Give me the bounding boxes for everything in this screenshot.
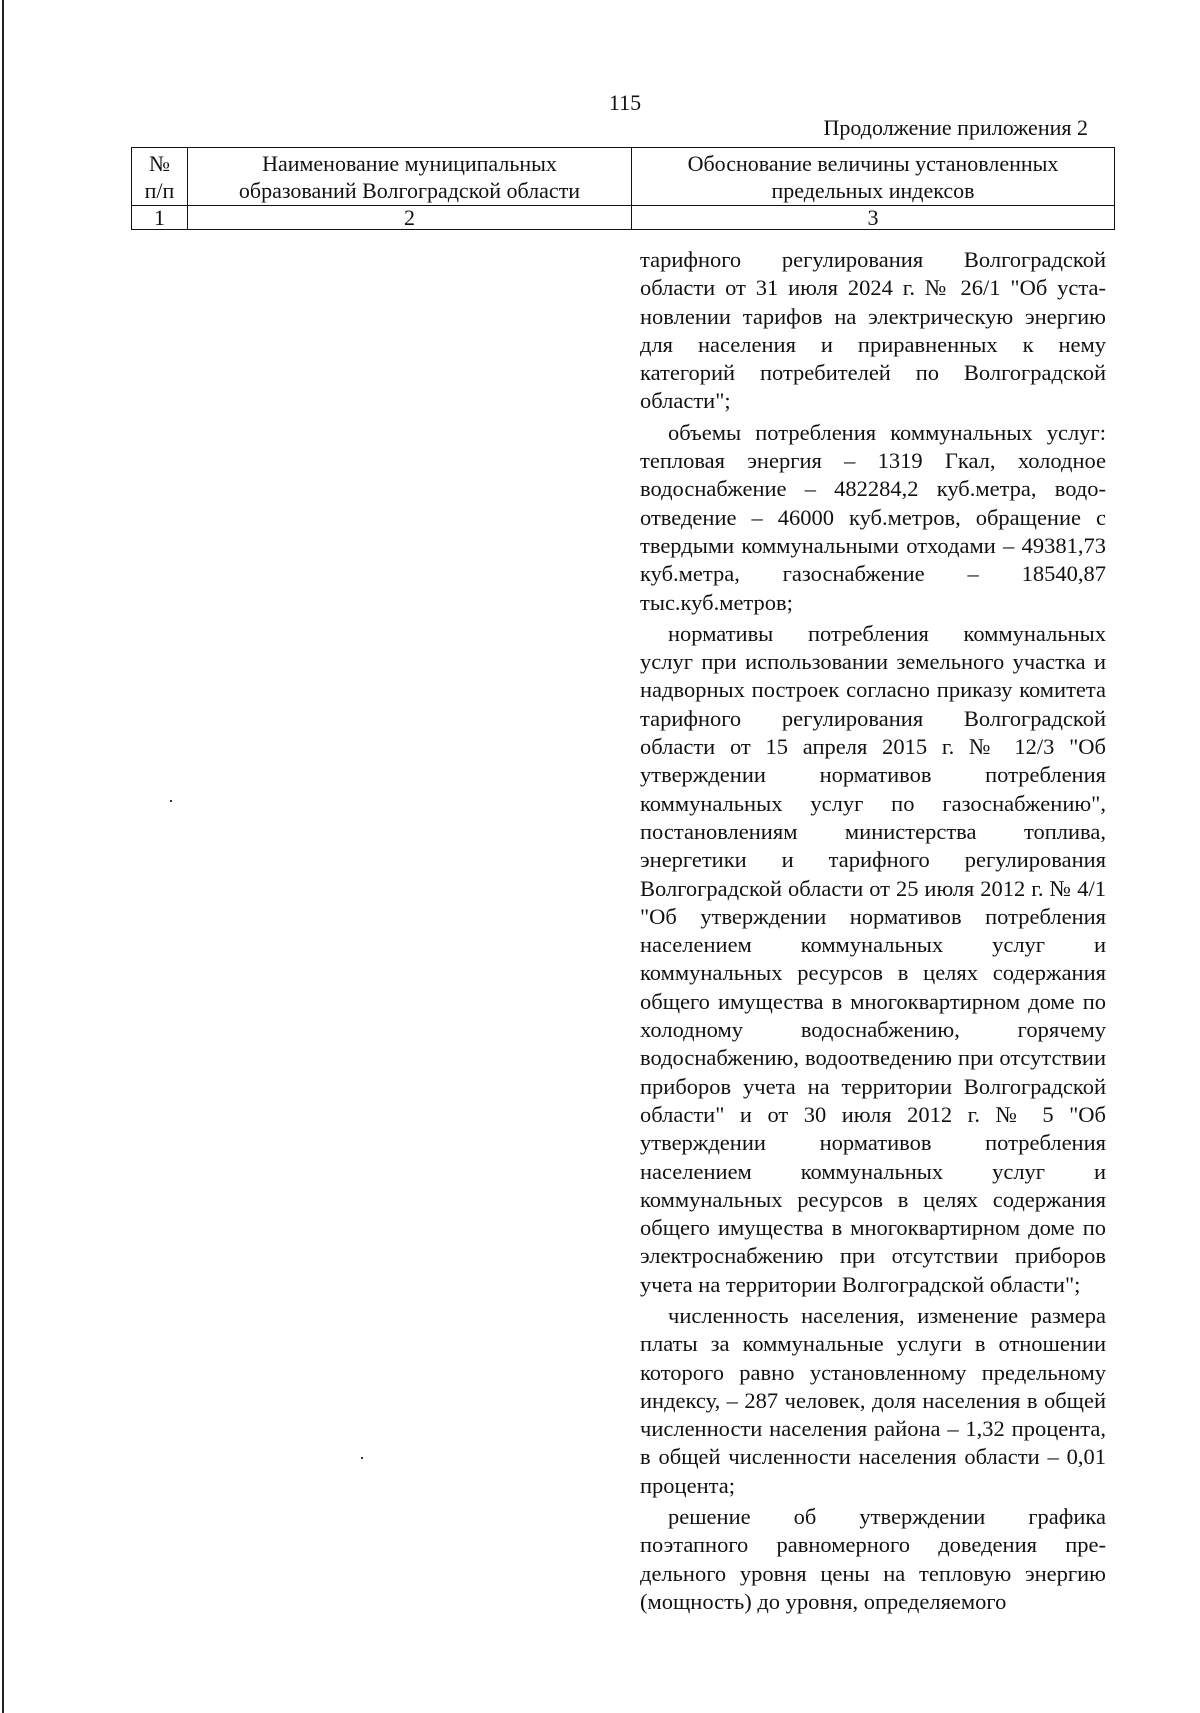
table-header-row (132, 148, 1115, 206)
column-header-number (132, 148, 188, 206)
column-header-municipality (188, 148, 632, 206)
paragraph-decision: решение об утверждении графика поэтапного равномерного доведения предельного уровня цены на тепловую энергию (мощность) до уровня, определяемого (640, 1504, 1106, 1614)
column-number-2: 2 (188, 206, 632, 230)
scan-speck (170, 800, 172, 802)
paragraph-consumption-norms: нормативы потребления коммунальных услуг при использовании земельного участка и надворных построек согласно приказу комитета тарифного регулирования Волгоградской области от 15 апреля 2015 г. № 12/3 "Об утверждении нормативов потребления коммунальных услуг по газоснабжению", постановлениям министерства топлива, энергетики и тарифного регулирования Волгоградской области от 25 июля 2012 г. № 4/1 "Об утверждении нормативов потребления населением коммунальных услуг и коммунальных ресурсов в целях содержания общего имущества в многоквартирном доме по холодному водоснабжению, горячему водоснабжению, водоотведению при отсутствии приборов учета на территории Волгоградской области" и от 30 июля 2012 г. № 5 "Об утверждении нормативов потребления населением коммунальных услуг и коммунальных ресурсов в целях содержания общего имущества в многоквартирном доме по электроснабжению при отсутствии приборов учета на территории Волгоградской области"; (640, 620, 1106, 1297)
appendix-continuation-label: Продолжение приложения 2 (823, 115, 1088, 140)
appendix-table-header (131, 147, 1115, 230)
column-header-justification-line2: предельных индексов (771, 178, 975, 203)
column-number-1: 1 (132, 206, 188, 230)
paragraph-tariff-regulation: тарифного регулирования Волгоградской области от 31 июля 2024 г. № 26/1 "Об установлении тарифов на электрическую энергию для населения и приравненных к нему категорий потребителей по Волгоградской области"; (640, 247, 1106, 414)
column-header-justification (632, 148, 1115, 206)
column-header-number-line1: № (149, 151, 170, 176)
paragraph-population: численность населения, изменение размера платы за коммунальные услуги в отношении которого равно установленному предельному индексу, – 287 человек, доля населения в общей численности населения района – 1,32 процента, в общей численности населения области – 0,01 процента; (640, 1302, 1106, 1498)
page-edge (2, 0, 4, 1713)
column-header-justification-line1: Обоснование величины установленных (687, 151, 1059, 176)
column-header-municipality-line1: Наименование муниципальных (262, 151, 557, 176)
scan-speck (361, 1457, 363, 1459)
column-number-row (132, 206, 1115, 230)
page-number: 115 (608, 90, 642, 115)
justification-column-text (640, 246, 1106, 1619)
column-number-3: 3 (632, 206, 1115, 230)
paragraph-consumption-volumes: объемы потребления коммунальных услуг: тепловая энергия – 1319 Гкал, холодное водоснабжение – 482284,2 куб.метра, водоотведение – 46000 куб.метров, обращение с твердыми коммунальными отходами – 49381,73 куб.метра, газоснабжение – 18540,87 тыс.куб.метров; (640, 419, 1106, 615)
column-header-number-line2: п/п (144, 178, 175, 203)
column-header-municipality-line2: образований Волгоградской области (238, 178, 581, 203)
